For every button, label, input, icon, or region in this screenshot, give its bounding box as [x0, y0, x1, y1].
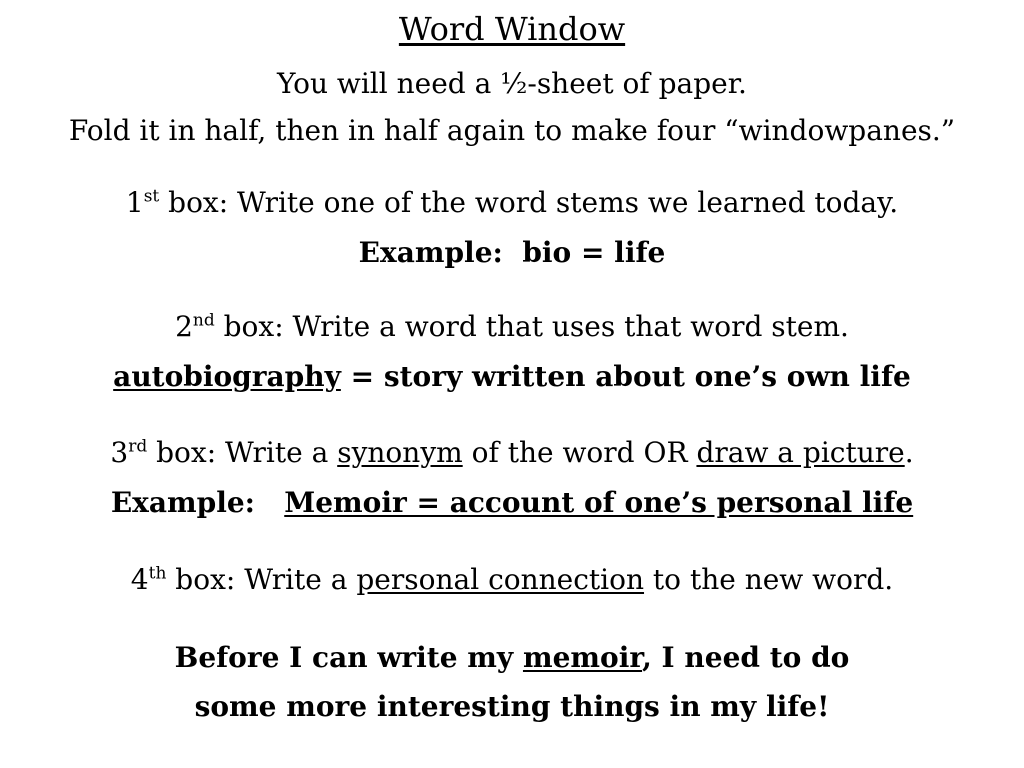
box4-ordinal: th	[148, 563, 167, 584]
box2-example	[0, 360, 1024, 394]
personal-connection-link[interactable]: personal connection	[356, 563, 645, 596]
intro-line-1: You will need a ½-sheet of paper.	[277, 67, 747, 100]
box3-example-label: Example:	[110, 486, 255, 519]
box4-instruction	[0, 563, 1024, 597]
box2-example-word: autobiography	[113, 360, 341, 393]
intro-line-2: Fold it in half, then in half again to make four “windowpanes.”	[68, 114, 956, 147]
box4-text-b: to the new word.	[644, 563, 894, 596]
box1-instruction	[0, 186, 1024, 220]
closing-line-1	[0, 641, 1024, 675]
box2-instruction	[0, 310, 1024, 344]
box3-text-c: .	[904, 436, 914, 469]
box3-number: 3	[110, 436, 129, 469]
box3-example	[0, 486, 1024, 520]
draw-picture-link[interactable]: draw a picture	[696, 436, 905, 469]
box1-number: 1	[125, 186, 144, 219]
box2-ordinal: nd	[192, 310, 215, 331]
box2-text: box: Write a word that uses that word stem.	[214, 310, 849, 343]
box2-number: 2	[175, 310, 193, 343]
closing-text-a: Before I can write my	[174, 641, 523, 674]
box3-example-text: Memoir = account of one’s personal life	[284, 486, 914, 519]
box3-text-a: box: Write a	[147, 436, 338, 469]
box3-ordinal: rd	[128, 436, 148, 457]
box2-example-definition: = story written about one’s own life	[340, 360, 911, 393]
box3-instruction	[0, 436, 1024, 470]
box1-ordinal: st	[143, 186, 160, 207]
box4-number: 4	[130, 563, 149, 596]
box3-text-b: of the word OR	[462, 436, 697, 469]
closing-line-2: some more interesting things in my life!	[194, 690, 830, 723]
box4-text-a: box: Write a	[166, 563, 357, 596]
box1-example: Example: bio = life	[358, 236, 666, 269]
memoir-link[interactable]: memoir	[522, 641, 643, 674]
closing-text-b: , I need to do	[642, 641, 850, 674]
box1-text: box: Write one of the word stems we learned today.	[159, 186, 899, 219]
synonym-link[interactable]: synonym	[337, 436, 463, 469]
slide-title: Word Window	[398, 10, 626, 48]
